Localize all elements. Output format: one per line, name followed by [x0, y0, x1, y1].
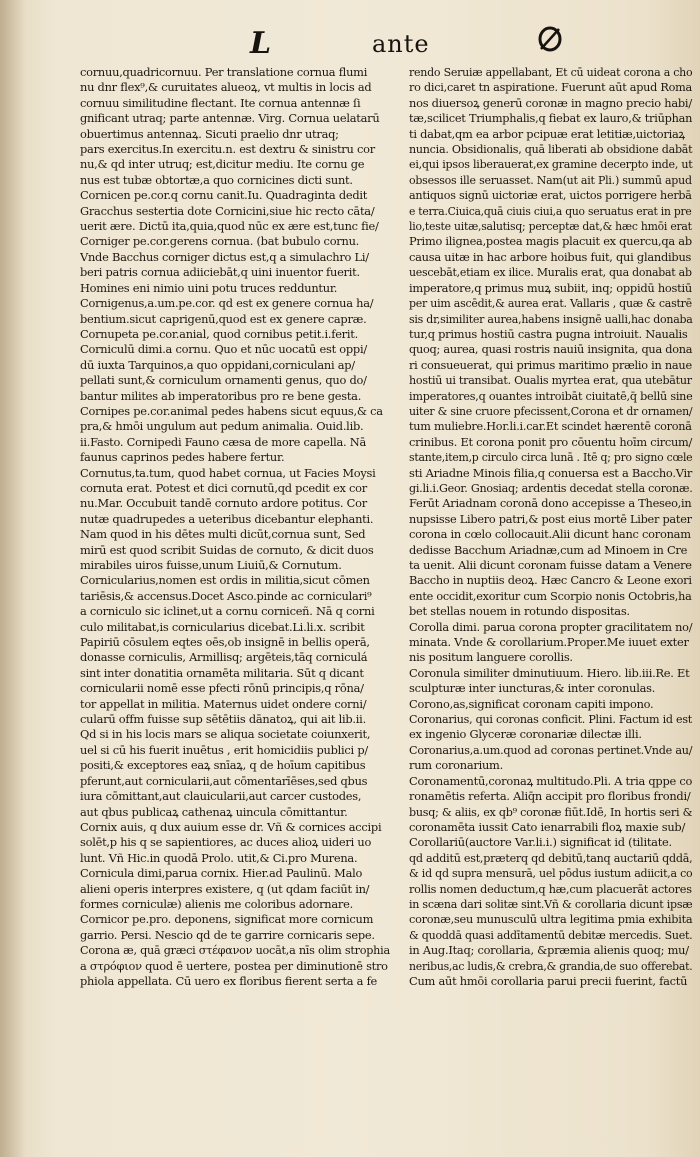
right-column-line: rollis nomen deductum,q hæ,cum placuerāt actores	[409, 881, 692, 896]
left-column-line: nu.Mar. Occubuit tandē cornuto ardore potitus. Cor	[80, 496, 367, 511]
left-column-line: tor appellat in militia. Maternus uidet ondere corni/	[80, 696, 367, 711]
left-column-line: nus est tubæ obtortæ,a quo cornicines dicti sunt.	[80, 172, 353, 187]
left-column-line: dū iuxta Tarquinos,a quo oppidani,corniculani ap/	[80, 357, 355, 372]
right-column-line: nupsisse Libero patri,& post eius mortē Liber pater	[409, 511, 692, 526]
right-column-line: uescebāt,etiam ex ilice. Muralis erat, qua donabat ab	[409, 265, 692, 280]
left-column-line: bentium.sicut caprigenū,quod est ex genere capræ.	[80, 311, 367, 326]
right-column-line: Coronula similiter dminutiuum. Hiero. lib.iii.Re. Et	[409, 665, 690, 680]
right-column-line: Corollariū(auctore Var.li.i.) significat id (tilitate.	[409, 835, 672, 850]
right-column-line: qd additū est,præterq qd debitū,tanq auctariū qddā,	[409, 850, 693, 865]
left-column-line: beri patris cornua adiiciebāt,q uini inuentor fuerit.	[80, 265, 360, 280]
running-head-letter: L	[250, 26, 272, 61]
left-column-line: Vnde Bacchus corniger dictus est,q a simulachro Li/	[80, 249, 369, 264]
left-column-line: pellati sunt,& corniculum ornamenti genus, quo do/	[80, 373, 367, 388]
right-column-line: in Aug.Itaq; corollaria, &præmia alienis quoq; mu/	[409, 943, 689, 958]
right-column-line: corona in cœlo collocauit.Alii dicunt hanc coronam	[409, 527, 691, 542]
left-column-line: cornuu,quadricornuu. Per translatione cornua flumi	[80, 65, 368, 79]
ornament-mark-icon	[535, 24, 565, 54]
left-column-line: alieni operis interpres existere, q (ut qdam faciūt in/	[80, 881, 370, 896]
left-column-line: ii.Fasto. Cornipedi Fauno cæsa de more capella. Nā	[80, 434, 367, 449]
left-column-line: Cornupeta pe.cor.anial, quod cornibus petit.i.ferit.	[80, 326, 358, 341]
left-column-line: a corniculo sic iclinet,ut a cornu corniceñ. Nā q corni	[80, 604, 375, 619]
left-column-line: nu dnr flex⁹,& curuitates alueoꝝ, vt multis in locis ad	[80, 80, 372, 95]
gutter-shadow	[0, 0, 26, 1157]
right-column-line: ente occidit,exoritur cum Scorpio nonis Octobris,ha	[409, 588, 692, 603]
left-column-line: mirabiles uiros fuisse,unum Liuiū,& Cornutum.	[80, 558, 342, 572]
left-column-line: donasse corniculis, Armillisq; argēteis,tāq corniculá	[80, 650, 368, 665]
left-column-line: Cornicen pe.cor.q cornu canit.Iu. Quadraginta dedit	[80, 188, 368, 203]
right-column-line: rendo Seruiæ appellabant, Et cū uideat corona a cho	[409, 65, 693, 79]
left-column-line: Corona æ, quā græci στέφανον uocāt,a nīs olim strophia	[80, 943, 390, 958]
right-column-line: sculpturæ inter iuncturas,& inter coronulas.	[409, 681, 656, 696]
left-column-line: sint inter donatitia ornamēta militaria. Sūt q dicant	[80, 665, 364, 680]
right-column-line: & quoddā quasi addītamentū debitæ mercedis. Suet.	[409, 927, 693, 942]
right-column-line: coronamēta iussit Cato ienarrabili floꝝ maxie sub/	[409, 819, 686, 834]
running-head	[0, 22, 700, 62]
left-column-line: bantur milites ab imperatoribus pro re bene gesta.	[80, 388, 362, 403]
left-column-line: Gracchus sestertia dote Cornicini,siue hic recto cāta/	[80, 203, 375, 218]
right-column-line: tum muliebre.Hor.li.i.car.Et scindet hærentē coronā	[409, 419, 692, 434]
left-column-line: Corniger pe.cor.gerens cornua. (bat bubulo cornu.	[80, 234, 360, 249]
right-column-line: hostiū ui transibat. Oualis myrtea erat, qua utebātur	[409, 373, 692, 388]
left-column-line: phiola appellata. Cū uero ex floribus fierent serta a fe	[80, 973, 378, 988]
right-column-line: busq; & aliis, ex qb⁹ coronæ fiūt.Idē, In hortis seri &	[409, 804, 693, 819]
right-column-line: ei,qui ipsos liberauerat,ex gramine decerpto inde, ut	[409, 157, 693, 172]
right-column-line: imperatore,q primus muꝝ subiit, inq; oppidū hostiū	[409, 280, 692, 295]
right-column-line: ri consueuerat, qui primus maritimo prælio in naue	[409, 357, 692, 372]
right-column-line: antiquos signū uictoriæ erat, uictos porrigere herbā	[409, 188, 692, 203]
left-column-line: Cornicula dimi,parua cornix. Hier.ad Paulinū. Malo	[80, 866, 363, 881]
left-column-line: a στρόφιον quod ē uertere, postea per diminutionē stro	[80, 958, 388, 973]
left-column-line: Cornigenus,a.um.pe.cor. qd est ex genere cornua ha/	[80, 296, 374, 311]
right-column-line: Coronarius, qui coronas conficit. Plini. Factum id est	[409, 712, 692, 727]
left-column-line: Homines eni nimio uini potu truces redduntur.	[80, 280, 338, 295]
left-column-line: gnificant utraq; parte antennæ. Virg. Cornua uelatarū	[80, 111, 380, 126]
right-column-line: bet stellas nouem in rotundo dispositas.	[409, 604, 630, 619]
left-column-line: nutæ quadrupedes a ueteribus dicebantur elephanti.	[80, 511, 374, 526]
left-column-line: obuertimus antennaꝝ. Sicuti praelio dnr utraq;	[80, 126, 339, 141]
right-column-line: ex ingenio Glyceræ coronariæ dilectæ illi.	[409, 727, 642, 742]
right-column-line: crinibus. Et corona ponit pro cōuentu hoīm circum/	[409, 434, 693, 449]
right-column-line: Primo ilignea,postea magis placuit ex quercu,qa ab	[409, 234, 692, 249]
right-text-column	[409, 65, 694, 989]
left-column-line: Cornicularius,nomen est ordis in militia,sicut cōmen	[80, 573, 370, 588]
left-column-line: cornuu similitudine flectant. Ite cornua antennæ ſi	[80, 95, 361, 110]
left-column-line: solēt,p his q se sapientiores, ac duces alioꝝ uideri uo	[80, 835, 372, 850]
left-column-line: garrio. Persi. Nescio qd de te garrire cornicaris sepe.	[80, 927, 375, 942]
left-column-line: cornicularii nomē esse pfecti rōnū principis,q rōna/	[80, 681, 364, 696]
right-column-line: in scæna dari solitæ sint.Vñ & corollaria dicunt ipsæ	[409, 896, 693, 911]
left-column-line: faunus caprinos pedes habere fertur.	[80, 450, 285, 465]
right-column-line: stante,item,p circulo circa lunā . Itē q; pro signo cœle	[409, 450, 693, 465]
left-column-line: Nam quod in his dētes multi dicūt,cornua sunt, Sed	[80, 527, 366, 542]
left-column-line: iura cōmittant,aut clauicularii,aut carcer custodes,	[80, 789, 362, 804]
right-column-line: sti Ariadne Minois filia,q conuersa est a Baccho.Vir	[409, 465, 693, 480]
left-column-line: Qd si in his locis mars se aliqua societate coiunxerit,	[80, 727, 371, 742]
left-column-line: uel si cū his fuerit inuētus , erit homicidiis publici p/	[80, 742, 368, 757]
right-column-line: Coronarius,a.um.quod ad coronas pertinet.Vnde au/	[409, 742, 693, 757]
left-column-line: Cornutus,ta.tum, quod habet cornua, ut Facies Moysi	[80, 465, 376, 480]
right-column-line: Coronamentū,coronaꝝ multitudo.Pli. A tria qppe co	[409, 773, 693, 788]
left-column-line: cularū offm fuisse sup sētētiis dānatoꝝ, qui ait lib.ii.	[80, 712, 366, 727]
right-column-line: lio,teste uitæ,salutisq; perceptæ dat,& hæc hmōi erat	[409, 219, 692, 234]
left-column-line: culo militabat,is cornicularius dicebat.Li.li.x. scribit	[80, 619, 365, 634]
left-column-line: pferunt,aut cornicularii,aut cōmentarīēses,sed qbus	[80, 773, 368, 788]
right-column-line: Corolla dimi. parua corona propter gracilitatem no/	[409, 619, 693, 634]
right-column-line: imperatores,q ouantes introibāt ciuitatē,q̄ bellū sine	[409, 388, 693, 403]
right-column-line: neribus,ac ludis,& crebra,& grandia,de suo offerebat.	[409, 958, 693, 973]
right-column-line: & id qd supra mensurā, uel pōdus iustum adiicit,a co	[409, 866, 693, 881]
right-column-line: nuncia. Obsidionalis, quā liberati ab obsidione dabāt	[409, 142, 693, 157]
left-column-line: Papiriū cōsulem eqtes oēs,ob insignē in bellis operā,	[80, 635, 370, 650]
left-column-line: lunt. Vñ Hic.in quodā Prolo. utit,& Ci.pro Murena.	[80, 850, 358, 865]
right-column-line: sis dr,similiter aurea,habens insignē ualli,hac donaba	[409, 311, 693, 326]
right-column-line: e terra.Ciuica,quā ciuis ciui,a quo seruatus erat in pre	[409, 203, 692, 218]
left-column-line: Cornipes pe.cor.animal pedes habens sicut equus,& ca	[80, 403, 383, 418]
left-column-line: aut qbus publicaꝝ cathenaꝝ uincula cōmittantur.	[80, 804, 348, 819]
left-column-line: cornuta erat. Potest et dici cornutū,qd pcedit ex cor	[80, 480, 367, 495]
running-head-word: ante	[372, 30, 430, 58]
right-column-line: gi.li.i.Geor. Gnosiaq; ardentis decedat stella coronæ.	[409, 480, 693, 495]
right-column-line: tæ,scilicet Triumphalis,q fiebat ex lauro,& triūphan	[409, 111, 693, 126]
left-column-line: nu,& qd inter utruq; est,dicitur mediu. Ite cornu ge	[80, 157, 365, 172]
left-column-line: pra,& hmōi ungulum aut pedum animalia. Ouid.lib.	[80, 419, 364, 434]
left-column-line: Corniculū dimi.a cornu. Quo et nūc uocatū est oppi/	[80, 342, 367, 357]
right-column-line: Cum aūt hmōi corollaria parui precii fuerint, factū	[409, 973, 688, 988]
right-column-line: Corono,as,significat coronam capiti impono.	[409, 696, 654, 711]
right-column-line: coronæ,seu munusculū ultra legitima pmia exhibita	[409, 912, 693, 927]
left-text-column	[80, 65, 392, 989]
right-column-line: ro dici,caret tn aspiratione. Fuerunt aūt apud Roma	[409, 80, 693, 95]
left-column-line: mirū est quod scribit Suidas de cornuto, & dicit duos	[80, 542, 374, 557]
right-column-line: ronamētis referta. Aliq̄n accipit pro floribus frondi/	[409, 789, 691, 804]
left-column-line: uerit ære. Dictū ita,quia,quod nūc ex ære est,tunc fie/	[80, 219, 379, 234]
left-column-line: tariēsis,& accensus.Docet Asco.pinde ac corniculari⁹	[80, 588, 372, 603]
right-column-line: uiter & sine cruore pfecissent,Corona et dr ornamen/	[409, 403, 693, 418]
right-column-line: causa uitæ in hac arbore hoibus fuit, qui glandibus	[409, 249, 692, 264]
right-column-line: quoq; aurea, quasi rostris nauiū insignita, qua dona	[409, 342, 693, 357]
right-column-line: rum coronarium.	[409, 758, 503, 773]
left-column-line: Cornix auis, q dux auium esse dr. Vñ & cornices accipi	[80, 819, 382, 834]
left-column-line: formes corniculæ) alienis me coloribus adornare.	[80, 896, 353, 911]
right-column-line: ta uenit. Alii dicunt coronam fuisse datam a Venere	[409, 558, 692, 572]
right-column-line: dedisse Bacchum Ariadnæ,cum ad Minoem in Cre	[409, 542, 688, 557]
right-column-line: tur,q primus hostiū castra pugna introiuit. Naualis	[409, 326, 688, 341]
right-column-line: obsessos ille seruasset. Nam(ut ait Pli.) summū apud	[409, 172, 692, 187]
right-column-line: Baccho in nuptiis deoꝝ. Hæc Cancro & Leone exori	[409, 573, 692, 588]
left-column-line: pars exercitus.In exercitu.n. est dextru & sinistru cor	[80, 142, 375, 157]
left-column-line: Cornicor pe.pro. deponens, significat more cornicum	[80, 912, 374, 927]
left-column-line: positi,& exceptores eaꝝ snīaꝝ, q de hoīum capitibus	[80, 758, 366, 773]
right-column-line: Ferūt Ariadnam coronā dono accepisse a Theseo,in	[409, 496, 692, 511]
right-column-line: nos diuersoꝝ generū coronæ in magno precio habi/	[409, 95, 692, 110]
right-column-line: per uim ascēdit,& aurea erat. Vallaris , quæ & castrē	[409, 296, 692, 311]
right-column-line: nis positum languere corollis.	[409, 650, 573, 665]
right-column-line: ti dabat,qm ea arbor pcipuæ erat letitiæ,uictoriaꝝ	[409, 126, 685, 141]
right-column-line: minata. Vnde & corollarium.Proper.Me iuuet exter	[409, 635, 689, 650]
